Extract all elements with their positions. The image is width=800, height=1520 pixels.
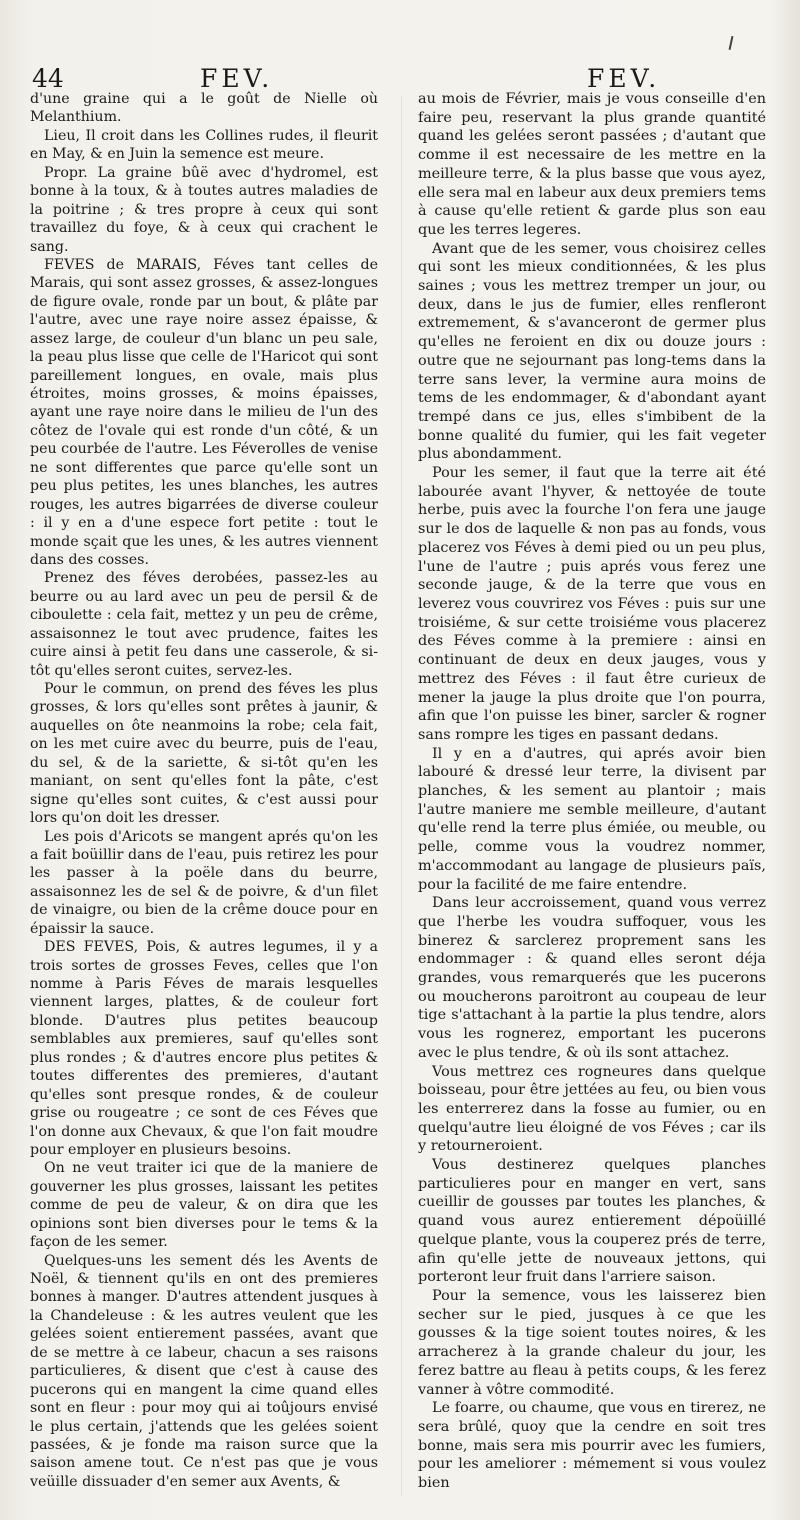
column-gutter [401,96,402,1496]
paragraph: DES FEVES, Pois, & autres legumes, il y a trois sortes de grosses Feves, celles que l'on nomme à Paris Féves de marais lesquelles viennent larges, plattes, & de couleur fort blonde. D'autres plus petites beaucoup semblables aux premieres, sauf qu'elles sont plus rondes ; & d'autres encore plus petites & toutes differentes des premieres, d'autant qu'elles sont presque rondes, & de couleur grise ou rougeatre ; ce sont de ces Féves que l'on donne aux Chevaux, & que l'on fait moudre pour employer en plusieurs besoins. [30,939,378,1158]
paragraph: On ne veut traiter ici que de la maniere de gouverner les plus grosses, laissant les petites comme de peu de valeur, & on dira que les opinions sont bien diverses pour le tems & la façon de les semer. [30,1160,378,1251]
running-head-right: FEV. [587,64,661,93]
paragraph: Les pois d'Aricots se mangent aprés qu'on les a fait boüillir dans de l'eau, puis retirez les pour les passer à la poële dans du beurre, assaisonnez les de sel & de poivre, & d'un filet de vinaigre, ou bien de la crême douce pour en épaissir la sauce. [30,828,378,937]
page-number: 44 [32,64,64,93]
paragraph: Avant que de les semer, vous choisirez celles qui sont les mieux conditionnées, & les plus saines ; vous les mettrez tremper un jour, ou deux, dans le jus de fumier, elles renfleront extremement, & s'avanceront de germer plus qu'elles ne feroient en dix ou douze jours : outre que ne sejournant pas long-tems dans la terre sans lever, la vermine aura moins de tems de les endommager, & d'abondant ayant trempé dans ce jus, elles s'imbibent de la bonne qualité du fumier, qui les fait vegeter plus abondamment. [418,240,766,463]
paragraph: Vous mettrez ces rogneures dans quelque boisseau, pour être jettées au feu, ou bien vous les enterrerez dans la fosse au fumier, ou en quelqu'autre lieu éloigné de vos Féves ; car ils y retourneroient. [418,1063,766,1155]
paragraph: au mois de Février, mais je vous conseille d'en faire peu, reservant la plus grande quantité quand les gelées seront passées ; d'autant que comme il est necessaire de les mettre en la meilleure terre, & la plus basse que vous ayez, elle sera mal en labeur aux deux premiers tems à cause qu'elle retient & garde plus son eau que les terres legeres. [418,91,766,238]
paragraph: Pour le commun, on prend des féves les plus grosses, & lors qu'elles sont prêtes à jaunir, & auquelles on ôte neanmoins la robe; cela fait, on les met cuire avec du beurre, puis de l'eau, du sel, & de la sariette, & si-tôt qu'en les maniant, on sent qu'elles font la pâte, c'est signe qu'elles sont cuites, & c'est aussi pour lors qu'on doit les dresser. [30,681,378,827]
left-column [30,90,378,1500]
paragraph: Pour les semer, il faut que la terre ait été labourée avant l'hyver, & nettoyée de toute herbe, puis avec la fourche l'on fera une jauge sur le dos de laquelle & non pas au fonds, vous placerez vos Féves à demi pied ou un peu plus, l'une de l'autre ; puis aprés vous ferez une seconde jauge, & de la terre que vous en leverez vous couvrirez vos Féves : puis sur une troisiéme, & sur cette troisiéme vous placerez des Féves comme à la premiere : ainsi en continuant de deux en deux jauges, vous y mettrez des Féves : il faut être curieux de mener la jauge la plus droite que l'on pourra, afin que l'on puisse les biner, sarcler & rogner sans rompre les tiges en passant dedans. [418,465,766,743]
paragraph: Le foarre, ou chaume, que vous en tirerez, ne sera brûlé, quoy que la cendre en soit tres bonne, mais sera mis pourrir avec les fumiers, pour les ameliorer : mémement si vous voulez bien [418,1400,766,1492]
ink-mark [729,36,734,50]
paragraph: Lieu, Il croit dans les Collines rudes, il fleurit en May, & en Juin la semence est meure. [30,127,378,163]
paragraph: FEVES de MARAIS, Féves tant celles de Marais, qui sont assez grosses, & assez-longues de figure ovale, ronde par un bout, & plâte par l'autre, avec une raye noire assez épaisse, & assez large, de couleur d'un blanc un peu sale, la peau plus lisse que celle de l'Haricot qui sont pareillement longues, en ovale, mais plus étroites, moins grosses, & moins épaisses, ayant une raye noire dans le milieu de l'un des côtez de l'ovale qui est ronde d'un côté, & un peu courbée de l'autre. Les Féverolles de venise ne sont differentes que parce qu'elle sont un peu plus petites, les unes blanches, les autres rouges, les autres bigarrées de diverse couleur : il y en a d'une espece fort petite : tout le monde sçait que les unes, & les autres viennent dans des cosses. [30,256,378,568]
paragraph: Il y en a d'autres, qui aprés avoir bien labouré & dressé leur terre, la divisent par planches, & les sement au plantoir ; mais l'autre maniere me semble meilleure, d'autant qu'elle rend la terre plus émiée, ou meuble, ou pelle, comme vous la voudrez nommer, m'accommodant au langage de plusieurs païs, pour la facilité de me faire entendre. [418,745,766,893]
paragraph: Propr. La graine bûë avec d'hydromel, est bonne à la toux, & à toutes autres maladies de la poitrine ; & tres propre à ceux qui sont travaillez du foye, & à ceux qui crachent le sang. [30,164,378,255]
paragraph: Pour la semence, vous les laisserez bien secher sur le pied, jusques à ce que les gousses & la tige soient toutes noires, & les arracherez à la grande chaleur du jour, les ferez battre au fleau à petits coups, & les ferez vanner à vôtre commodité. [418,1288,766,1398]
running-head-left: FEV. [200,64,274,93]
paragraph: Quelques-uns les sement dés les Avents de Noël, & tiennent qu'ils en ont des premieres bonnes à manger. D'autres attendent jusques à la Chandeleuse : & les autres veulent que les gelées soient entierement passées, avant que de se mettre à ce labeur, chacun a ses raisons particulieres, & disent que c'est à cause des pucerons qui en mangent la cime quand elles sont en fleur : pour moy qui ai toûjours envisé le plus certain, j'attends que les gelées soient passées, & je fonde ma raison surce que la saison amene tout. Ce n'est pas que je vous veüille dissuader d'en semer aux Avents, & [30,1252,378,1490]
paragraph: Prenez des féves derobées, passez-les au beurre ou au lard avec un peu de persil & de ciboulette : cela fait, mettez y un peu de crême, assaisonnez le tout avec prudence, faites les cuire ainsi à petit feu dans une casserole, & si-tôt qu'elles seront cuites, servez-les. [30,570,378,679]
paragraph: Vous destinerez quelques planches particulieres pour en manger en vert, sans cueillir de gousses par toutes les planches, & quand vous aurez entierement dépoüillé quelque plante, vous la couperez prés de terre, afin qu'elle jette de nouveaux jettons, qui porteront leur fruit dans l'arriere saison. [418,1157,766,1286]
paragraph: Dans leur accroissement, quand vous verrez que l'herbe les voudra suffoquer, vous les binerez & sarclerez proprement sans les endommager : & quand elles seront déja grandes, vous remarquerés que les pucerons ou moucherons paroitront au coupeau de leur tige s'attachant à la partie la plus tendre, alors vous les rognerez, emportant les pucerons avec le plus tendre, & où ils sont attachez. [418,895,766,1061]
paragraph: d'une graine qui a le goût de Nielle où Melanthium. [30,91,378,126]
right-column [418,90,766,1500]
